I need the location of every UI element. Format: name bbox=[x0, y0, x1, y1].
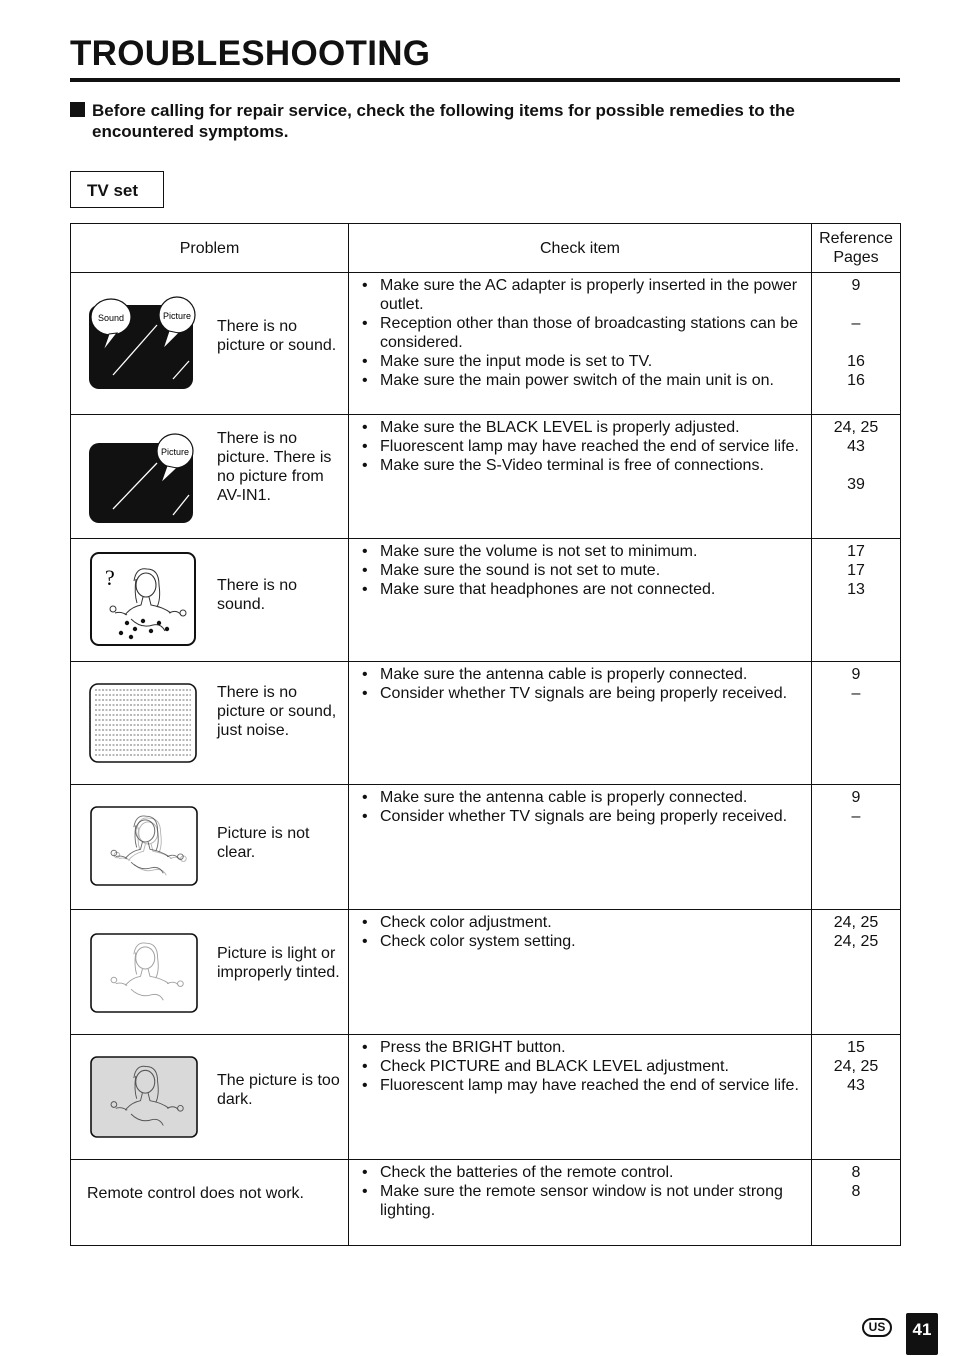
ref-page: 17 bbox=[847, 562, 865, 579]
check-item: • Consider whether TV signals are being properly received. bbox=[359, 684, 807, 703]
check-item: • Consider whether TV signals are being properly received. bbox=[359, 807, 807, 826]
question-mark-icon: ? bbox=[105, 565, 115, 590]
problem-text: There is no picture or sound. bbox=[217, 318, 337, 354]
ref-cell bbox=[812, 1035, 901, 1160]
check-cell bbox=[349, 1035, 812, 1160]
problem-text: There is no picture. There is no picture from AV-IN1. bbox=[217, 430, 332, 504]
ref-page: 17 bbox=[847, 543, 865, 560]
ref-page: 8 bbox=[851, 1164, 861, 1181]
problem-cell bbox=[71, 539, 349, 662]
section-label: TV set bbox=[70, 171, 164, 208]
ref-page: 16 bbox=[847, 372, 865, 389]
check-item: • Fluorescent lamp may have reached the end of service life. bbox=[359, 437, 807, 456]
check-cell bbox=[349, 785, 812, 910]
problem-text: There is no picture or sound, just noise. bbox=[217, 684, 337, 739]
intro-note bbox=[70, 100, 890, 142]
table-row bbox=[71, 910, 901, 1035]
table-row bbox=[71, 785, 901, 910]
ref-page: 9 bbox=[851, 789, 861, 806]
problem-cell bbox=[71, 785, 349, 910]
problem-text: Picture is light or improperly tinted. bbox=[217, 945, 340, 981]
ref-page: 16 bbox=[847, 353, 865, 370]
ref-cell bbox=[812, 273, 901, 415]
table-row bbox=[71, 273, 901, 415]
check-cell bbox=[349, 1160, 812, 1246]
square-bullet-icon bbox=[70, 102, 85, 117]
check-item: • Check color system setting. bbox=[359, 932, 807, 951]
check-item: • Reception other than those of broadcasting stations can be considered. bbox=[359, 314, 807, 352]
picture-label: Picture bbox=[160, 447, 190, 457]
no-sound-tv-icon bbox=[87, 549, 199, 649]
check-item: • Fluorescent lamp may have reached the end of service life. bbox=[359, 1076, 807, 1095]
check-item: • Make sure the input mode is set to TV. bbox=[359, 352, 807, 371]
check-item: • Make sure the S-Video terminal is free of connections. bbox=[359, 456, 807, 475]
picture-label: Picture bbox=[162, 311, 192, 321]
problem-cell bbox=[71, 415, 349, 539]
intro-text: Before calling for repair service, check the following items for possible remedies to the encountered symptoms. bbox=[92, 101, 795, 141]
country-badge: US bbox=[862, 1318, 892, 1337]
header-reference-pages: Reference Pages bbox=[812, 224, 901, 273]
page-title: TROUBLESHOOTING bbox=[70, 34, 431, 73]
problem-text: Picture is not clear. bbox=[217, 825, 310, 861]
ref-cell bbox=[812, 910, 901, 1035]
dark-picture-tv-icon bbox=[87, 1055, 201, 1139]
check-item: • Make sure the remote sensor window is not under strong lighting. bbox=[359, 1182, 807, 1220]
check-cell bbox=[349, 273, 812, 415]
check-item: • Make sure that headphones are not connected. bbox=[359, 580, 807, 599]
ref-page: 24, 25 bbox=[833, 419, 879, 436]
check-item: • Make sure the AC adapter is properly inserted in the power outlet. bbox=[359, 276, 807, 314]
ref-page: 43 bbox=[847, 1077, 865, 1094]
ref-cell bbox=[812, 785, 901, 910]
problem-text: There is no sound. bbox=[217, 577, 298, 613]
no-picture-sound-tv-icon bbox=[87, 293, 197, 393]
ref-page: 8 bbox=[851, 1183, 861, 1200]
title-rule bbox=[70, 78, 900, 82]
check-item: • Make sure the antenna cable is properly connected. bbox=[359, 788, 807, 807]
check-item: • Make sure the sound is not set to mute. bbox=[359, 561, 807, 580]
check-item: • Make sure the volume is not set to minimum. bbox=[359, 542, 807, 561]
no-picture-tv-icon bbox=[87, 433, 197, 527]
unclear-picture-tv-icon bbox=[87, 805, 201, 887]
problem-text: Remote control does not work. bbox=[71, 1160, 349, 1246]
ref-page: 15 bbox=[847, 1039, 865, 1056]
ref-page: 13 bbox=[847, 581, 865, 598]
check-item: • Check the batteries of the remote control. bbox=[359, 1163, 807, 1182]
ref-page: 9 bbox=[851, 277, 861, 294]
page-number: 41 bbox=[906, 1313, 938, 1355]
check-cell bbox=[349, 415, 812, 539]
troubleshooting-table bbox=[70, 223, 901, 1246]
ref-page: – bbox=[851, 685, 861, 702]
check-item: • Make sure the antenna cable is properly connected. bbox=[359, 665, 807, 684]
ref-page: 24, 25 bbox=[833, 914, 879, 931]
problem-cell bbox=[71, 662, 349, 785]
check-cell bbox=[349, 662, 812, 785]
table-row bbox=[71, 1035, 901, 1160]
check-cell bbox=[349, 910, 812, 1035]
ref-cell bbox=[812, 662, 901, 785]
table-row bbox=[71, 415, 901, 539]
table-row bbox=[71, 662, 901, 785]
header-check-item: Check item bbox=[349, 224, 812, 273]
ref-page: – bbox=[851, 315, 861, 332]
check-item: • Press the BRIGHT button. bbox=[359, 1038, 807, 1057]
problem-text: The picture is too dark. bbox=[217, 1072, 340, 1108]
check-item: • Check color adjustment. bbox=[359, 913, 807, 932]
header-problem: Problem bbox=[71, 224, 349, 273]
check-item: • Make sure the main power switch of the main unit is on. bbox=[359, 371, 807, 390]
problem-cell bbox=[71, 273, 349, 415]
ref-page: – bbox=[851, 808, 861, 825]
problem-cell bbox=[71, 910, 349, 1035]
check-item: • Make sure the BLACK LEVEL is properly adjusted. bbox=[359, 418, 807, 437]
problem-cell bbox=[71, 1035, 349, 1160]
sound-label: Sound bbox=[97, 313, 125, 323]
table-row bbox=[71, 539, 901, 662]
check-cell bbox=[349, 539, 812, 662]
ref-cell bbox=[812, 1160, 901, 1246]
ref-cell bbox=[812, 415, 901, 539]
table-header-row bbox=[71, 224, 901, 273]
ref-page: 43 bbox=[847, 438, 865, 455]
noise-tv-icon bbox=[87, 682, 199, 764]
ref-page: 24, 25 bbox=[833, 933, 879, 950]
ref-page: 9 bbox=[851, 666, 861, 683]
ref-page: 24, 25 bbox=[833, 1058, 879, 1075]
tinted-picture-tv-icon bbox=[87, 932, 201, 1014]
ref-cell bbox=[812, 539, 901, 662]
table-row bbox=[71, 1160, 901, 1246]
ref-page: 39 bbox=[847, 476, 865, 493]
check-item: • Check PICTURE and BLACK LEVEL adjustment. bbox=[359, 1057, 807, 1076]
